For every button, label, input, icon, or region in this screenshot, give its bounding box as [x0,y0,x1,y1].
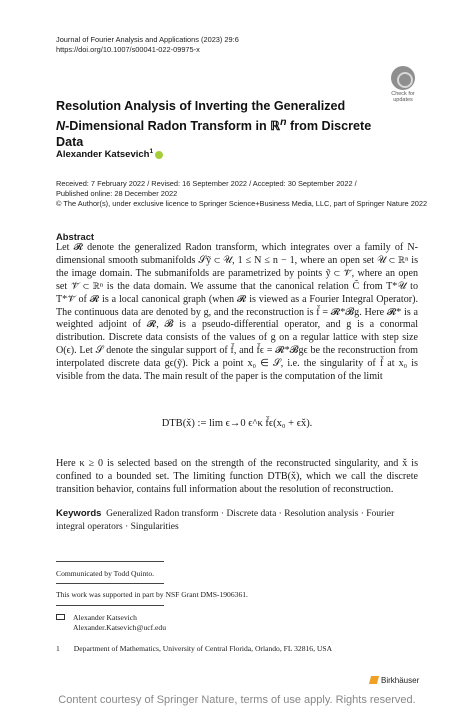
birkhauser-logo-icon [369,676,379,684]
journal-header [56,35,239,55]
communicated-by: Communicated by Todd Quinto. [56,569,155,578]
badge-text: Check for updates [391,91,415,103]
abstract-paragraph-1: Let 𝓡 denote the generalized Radon transform, which integrates over a family of N-dimensional smooth submanifolds 𝒮ỹ ⊂ 𝒰, 1 ≤ N ≤ n − 1, where an open set 𝒰 ⊂ ℝⁿ is the image domain. The submanifolds are parametrized by points ỹ ⊂ 𝒱̃, where an open set 𝒱̃ ⊂ ℝⁿ is the data domain. We assume that the canonical relation C̃ from T*𝒰 to T*𝒱̃ of 𝓡 is a local canonical graph (when 𝓡 is viewed as a Fourier Integral Operator). The continuous data are denoted by g, and the reconstruction is f̌ = 𝓡*𝓑g. Here 𝓡* is a weighted adjoint of 𝓡, 𝓑 is a pseudo-differential operator, and g is a conormal distribution. Discrete data consists of the values of g on a regular lattice with step size O(ϵ). Let 𝒮 denote the singular support of f̌, and f̌ϵ = 𝓡*𝓑gϵ be the reconstruction from interpolated discrete data gϵ(ỹ). Pick a point x₀ ∈ 𝒮, i.e. the singularity of f̌ at x₀ is visible from the data. The main result of the paper is the computation of the limit [56,242,418,383]
abstract-heading: Abstract [56,231,95,242]
author-affiliation-mark: 1 [149,148,154,155]
affiliation-text: Department of Mathematics, University of Central Florida, Orlando, FL 32816, USA [73,644,333,653]
dates-line-2: Published online: 28 December 2022 [56,189,178,198]
courtesy-watermark: Content courtesy of Springer Nature, terms of use apply. Rights reserved. [58,694,416,706]
contact-name: Alexander Katsevich [73,613,137,622]
check-for-updates-badge[interactable] [385,66,421,102]
author-name[interactable]: Alexander Katsevich [56,149,150,161]
contact-email[interactable]: Alexander.Katsevich@ucf.edu [73,623,167,632]
footnote-divider [56,583,164,584]
footnote-divider [56,605,164,606]
limit-formula: DTB(x̌) := lim ϵ→0 ϵ^κ f̌ϵ(x₀ + ϵx̌). [161,418,313,429]
keywords-block [56,507,418,534]
crossmark-icon [391,66,415,90]
keywords-heading: Keywords [56,508,102,519]
publisher-name: Birkhäuser [381,676,420,685]
footnote-divider [56,561,164,562]
orcid-icon[interactable] [155,151,163,159]
funding-note: This work was supported in part by NSF Grant DMS-1906361. [56,590,248,599]
envelope-icon [56,614,65,620]
copyright-line: © The Author(s), under exclusive licence to Springer Science+Business Media, LLC, part of Springer Nature 2022 [56,199,428,208]
title-line-2: N-Dimensional Radon Transform in ℝ$^n$ from Discrete Data [56,116,372,150]
doi-link[interactable]: https://doi.org/10.1007/s00041-022-09975-x [56,45,200,54]
affiliation-note [56,644,332,654]
dates-line-1: Received: 7 February 2022 / Revised: 16 September 2022 / Accepted: 30 September 2022 / [56,179,357,188]
journal-citation: Journal of Fourier Analysis and Applications (2023) 29:6 [56,35,239,44]
affiliation-number: 1 [56,644,60,653]
contact-block [56,613,166,633]
keywords-list: Generalized Radon transform · Discrete data · Resolution analysis · Fourier integral operators · Singularities [56,509,395,532]
paper-title [56,98,386,150]
abstract-paragraph-2: Here κ ≥ 0 is selected based on the strength of the reconstructed singularity, and x̌ is confined to a bounded set. The limiting function DTB(x̌), which we call the discrete transition behavior, contains full information about the resolution of reconstruction. [56,458,418,495]
publisher-logo [370,676,419,685]
author-line [56,148,163,160]
title-line-1: Resolution Analysis of Inverting the Generalized [56,99,346,113]
article-history [56,179,427,209]
